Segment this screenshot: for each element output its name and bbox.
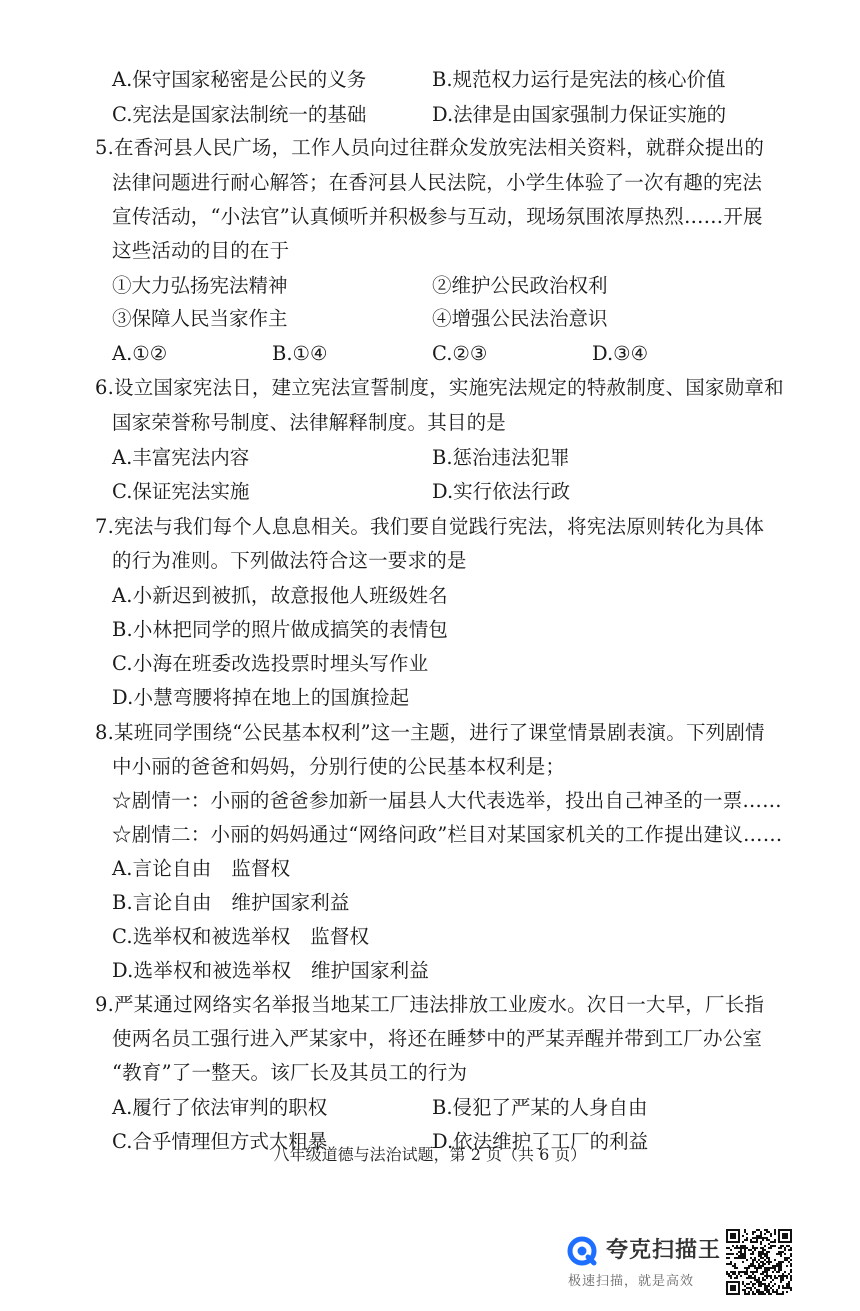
- brand-name: 夸克扫描王: [606, 1238, 722, 1263]
- option-item: B.①④: [272, 342, 328, 365]
- option-item: D.③④: [592, 342, 649, 365]
- text-line: 这些活动的目的在于: [112, 239, 290, 262]
- option-item: A.丰富宪法内容: [112, 446, 250, 469]
- text-line: 法律问题进行耐心解答；在香河县人民法院，小学生体验了一次有趣的宪法: [112, 171, 763, 194]
- option-item: A.保守国家秘密是公民的义务: [112, 68, 367, 91]
- text-line: D.选举权和被选举权 维护国家利益: [112, 959, 430, 982]
- option-item: ④增强公民法治意识: [432, 307, 608, 330]
- text-line: ☆剧情二：小丽的妈妈通过“网络问政”栏目对某国家机关的工作提出建议……: [112, 823, 783, 846]
- text-line: 国家荣誉称号制度、法律解释制度。其目的是: [112, 411, 507, 434]
- quark-logo-icon: [566, 1235, 598, 1267]
- option-item: C.②③: [432, 342, 488, 365]
- page-footer: 八年级道德与法治试题，第 2 页（共 6 页）: [273, 1145, 587, 1164]
- option-item: B.规范权力运行是宪法的核心价值: [432, 68, 726, 91]
- option-item: ②维护公民政治权利: [432, 274, 608, 297]
- text-line: 中小丽的爸爸和妈妈，分别行使的公民基本权利是；: [112, 755, 566, 778]
- question-stem: 6.设立国家宪法日，建立宪法宣誓制度，实施宪法规定的特赦制度、国家勋章和: [95, 376, 784, 399]
- option-item: B.惩治违法犯罪: [432, 446, 570, 469]
- option-item: D.实行依法行政: [432, 480, 571, 503]
- text-line: A.言论自由 监督权: [112, 857, 291, 880]
- option-item: C.合乎情理但方式太粗暴: [112, 1130, 328, 1153]
- question-stem: 8.某班同学围绕“公民基本权利”这一主题，进行了课堂情景剧表演。下列剧情: [95, 721, 765, 744]
- text-line: D.小慧弯腰将掉在地上的国旗捡起: [112, 686, 410, 709]
- scanner-watermark: [566, 1229, 856, 1301]
- option-item: ③保障人民当家作主: [112, 307, 288, 330]
- question-stem: 5.在香河县人民广场，工作人员向过往群众发放宪法相关资料，就群众提出的: [95, 136, 765, 159]
- option-item: C.宪法是国家法制统一的基础: [112, 103, 367, 126]
- text-line: “教育”了一整天。该厂长及其员工的行为: [112, 1061, 468, 1084]
- text-line: B.小林把同学的照片做成搞笑的表情包: [112, 618, 449, 641]
- text-line: 宣传活动，“小法官”认真倾听并积极参与互动，现场氛围浓厚热烈……开展: [112, 205, 763, 228]
- question-stem: 7.宪法与我们每个人息息相关。我们要自觉践行宪法，将宪法原则转化为具体: [95, 515, 765, 538]
- option-item: D.依法维护了工厂的利益: [432, 1130, 649, 1153]
- option-item: B.侵犯了严某的人身自由: [432, 1096, 648, 1119]
- option-item: ①大力弘扬宪法精神: [112, 274, 288, 297]
- text-line: ☆剧情一：小丽的爸爸参加新一届县人大代表选举，投出自己神圣的一票……: [112, 789, 782, 812]
- text-line: 的行为准则。下列做法符合这一要求的是: [112, 549, 467, 572]
- option-item: A.履行了依法审判的职权: [112, 1096, 328, 1119]
- text-line: C.选举权和被选举权 监督权: [112, 925, 370, 948]
- option-item: D.法律是由国家强制力保证实施的: [432, 103, 727, 126]
- text-line: B.言论自由 维护国家利益: [112, 891, 350, 914]
- text-line: C.小海在班委改选投票时埋头写作业: [112, 652, 429, 675]
- option-item: A.①②: [112, 342, 168, 365]
- brand-slogan: 极速扫描，就是高效: [568, 1274, 695, 1289]
- question-stem: 9.严某通过网络实名举报当地某工厂违法排放工业废水。次日一大早，厂长指: [95, 993, 765, 1016]
- qr-code-icon: [726, 1229, 792, 1295]
- text-line: A.小新迟到被抓，故意报他人班级姓名: [112, 584, 448, 607]
- option-item: C.保证宪法实施: [112, 480, 250, 503]
- text-line: 使两名员工强行进入严某家中，将还在睡梦中的严某弄醒并带到工厂办公室: [112, 1027, 763, 1050]
